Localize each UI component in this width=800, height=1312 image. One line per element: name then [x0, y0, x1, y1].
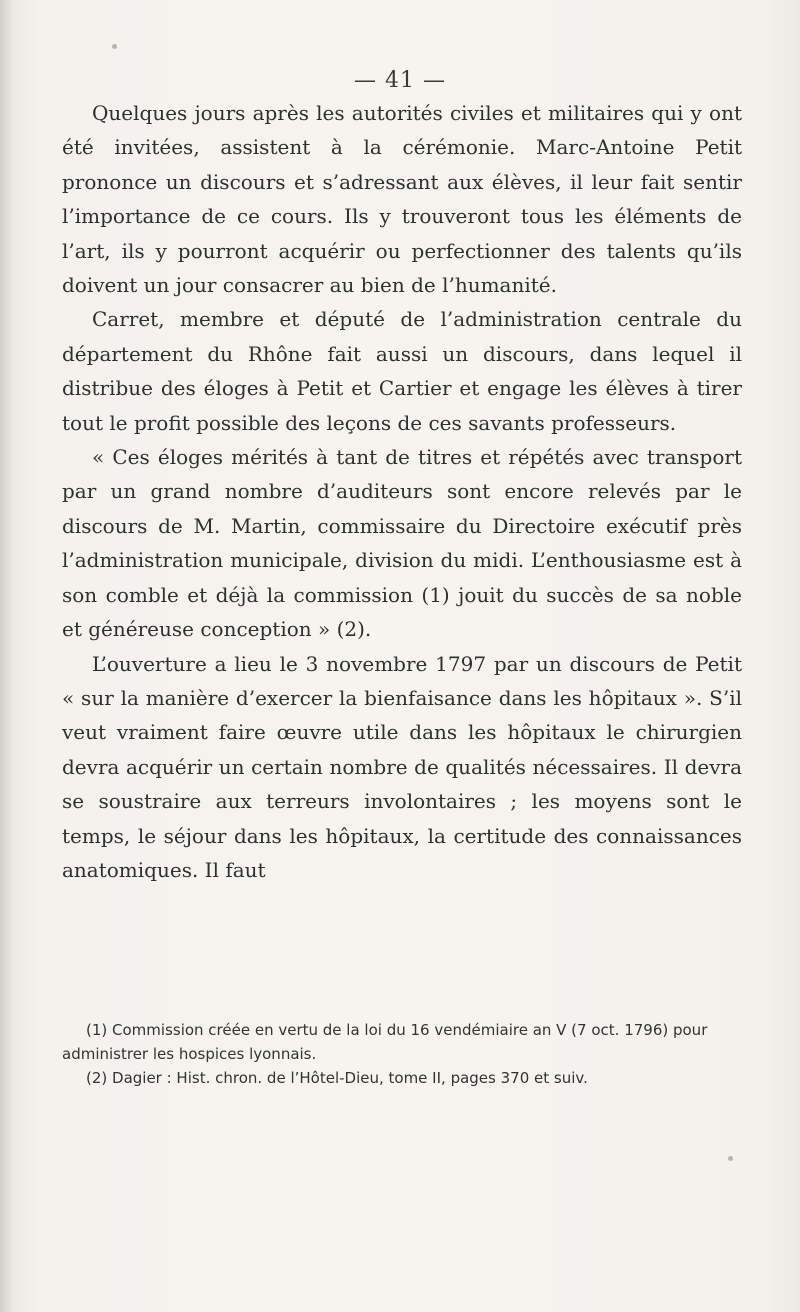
footnote-1: (1) Commission créée en vertu de la loi du 16 vendémiaire an V (7 oct. 1796) pour administrer les hospices lyonnais.: [62, 1021, 708, 1063]
page-number: — 41 —: [354, 68, 446, 93]
paragraph-1: Quelques jours après les autorités civiles et militaires qui y ont été invitées, assistent à la cérémonie. Marc-Antoine Petit prononce un discours et s’adressant aux élèves, il leur fait sentir l’importance de ce cours. Ils y trouveront tous les éléments de l’art, ils y pourront acquérir ou perfectionner des talents qu’ils doivent un jour consacrer au bien de l’humanité.: [62, 101, 742, 298]
paper-speck: [112, 44, 117, 49]
paragraph-3: « Ces éloges mérités à tant de titres et répétés avec transport par un grand nombre d’auditeurs sont encore relevés par le discours de M. Martin, commissaire du Directoire exécutif près l’administration municipale, division du midi. L’enthousiasme est à son comble et déjà la commission (1) jouit du succès de sa noble et généreuse conception » (2).: [62, 445, 742, 642]
body-text: [62, 96, 742, 887]
footnote-2: (2) Dagier : Hist. chron. de l’Hôtel-Dieu, tome II, pages 370 et suiv.: [86, 1069, 588, 1087]
page-edge-shadow: [0, 0, 14, 1312]
footnotes: [62, 1018, 742, 1090]
paper-speck: [728, 1156, 733, 1161]
paragraph-4: L’ouverture a lieu le 3 novembre 1797 par un discours de Petit « sur la manière d’exercer la bienfaisance dans les hôpitaux ». S’il veut vraiment faire œuvre utile dans les hôpitaux le chirurgien devra acquérir un certain nombre de qualités nécessaires. Il devra se soustraire aux terreurs involontaires ; les moyens sont le temps, le séjour dans les hôpitaux, la certitude des connaissances anatomiques. Il faut: [62, 651, 742, 882]
paragraph-2: Carret, membre et député de l’administration centrale du département du Rhône fait aussi un discours, dans lequel il distribue des éloges à Petit et Cartier et engage les élèves à tirer tout le profit possible des leçons de ces savants professeurs.: [62, 307, 742, 435]
